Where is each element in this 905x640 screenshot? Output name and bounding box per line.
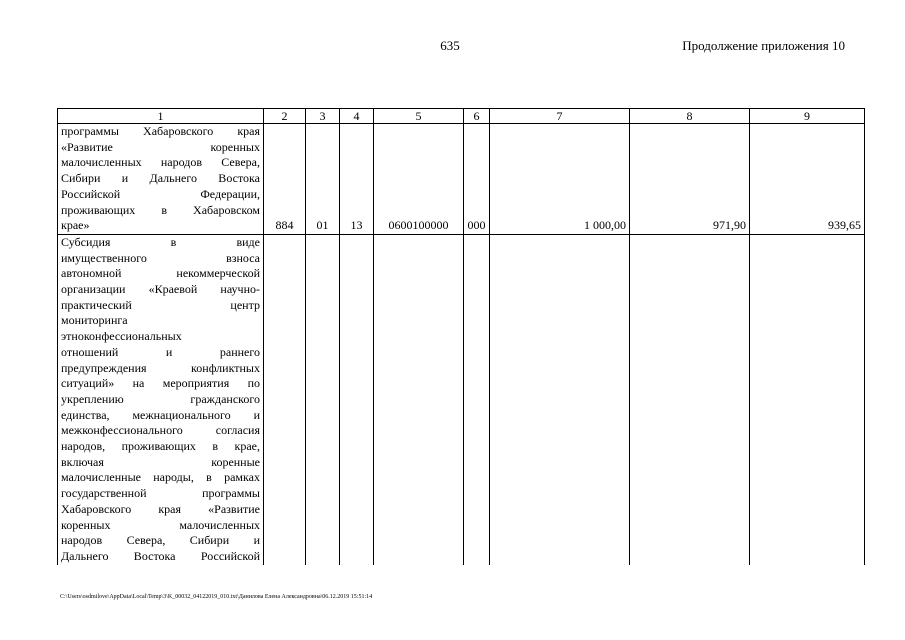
column-header: 2 bbox=[264, 109, 306, 124]
description-line: укреплению гражданского bbox=[61, 391, 260, 406]
description-line: имущественного взноса bbox=[61, 250, 260, 265]
page-number: 635 bbox=[440, 38, 460, 53]
description-line: народов Севера, Сибири и bbox=[61, 533, 260, 548]
description-line: народов, проживающих в крае, bbox=[61, 439, 260, 454]
empty-cell bbox=[750, 234, 865, 564]
row-description bbox=[58, 234, 264, 564]
cell-amount-2: 971,90 bbox=[630, 124, 750, 235]
table-row bbox=[58, 124, 865, 235]
description-line: организации «Краевой научно- bbox=[61, 282, 260, 297]
description-line: предупреждения конфликтных bbox=[61, 360, 260, 375]
description-line: Российской Федерации, bbox=[61, 186, 260, 201]
description-line: практический центр bbox=[61, 297, 260, 312]
description-line: этноконфессиональных bbox=[61, 329, 182, 344]
empty-cell bbox=[374, 234, 464, 564]
description-line: межконфессионального согласия bbox=[61, 423, 260, 438]
description-line: Дальнего Востока Российской bbox=[61, 548, 260, 563]
cell-expense-type: 000 bbox=[464, 124, 490, 235]
table-row bbox=[58, 234, 865, 564]
description-line: единства, межнационального и bbox=[61, 407, 260, 422]
cell-amount-1: 1 000,00 bbox=[490, 124, 630, 235]
description-line: «Развитие коренных bbox=[61, 139, 260, 154]
column-header: 1 bbox=[58, 109, 264, 124]
column-header: 4 bbox=[340, 109, 374, 124]
description-line: малочисленные народы, в рамках bbox=[61, 470, 260, 485]
description-line: включая коренные bbox=[61, 454, 260, 469]
empty-cell bbox=[630, 234, 750, 564]
empty-cell bbox=[306, 234, 340, 564]
cell-section: 01 bbox=[306, 124, 340, 235]
cell-target-article: 0600100000 bbox=[374, 124, 464, 235]
empty-cell bbox=[264, 234, 306, 564]
description-line: автономной некоммерческой bbox=[61, 266, 260, 281]
description-line: Субсидия в виде bbox=[61, 234, 260, 249]
description-line: программы Хабаровского края bbox=[61, 124, 260, 138]
description-line: ситуаций» на мероприятия по bbox=[61, 376, 260, 391]
column-header: 7 bbox=[490, 109, 630, 124]
empty-cell bbox=[490, 234, 630, 564]
empty-cell bbox=[464, 234, 490, 564]
description-line: Хабаровского края «Развитие bbox=[61, 501, 260, 516]
description-line: государственной программы bbox=[61, 486, 260, 501]
column-header: 5 bbox=[374, 109, 464, 124]
empty-cell bbox=[340, 234, 374, 564]
column-header: 8 bbox=[630, 109, 750, 124]
budget-table bbox=[57, 108, 865, 565]
column-header: 9 bbox=[750, 109, 865, 124]
description-line: коренных малочисленных bbox=[61, 517, 260, 532]
column-header: 6 bbox=[464, 109, 490, 124]
footer-file-path: C:\Users\osdmilove\AppData\Local\Temp\3\K_00032_04122019_010.txt\Данилова Елена Александровна\06.12.2019 15:51:14 bbox=[60, 594, 373, 600]
cell-ministry-code: 884 bbox=[264, 124, 306, 235]
description-line: проживающих в Хабаровском bbox=[61, 202, 260, 217]
cell-subsection: 13 bbox=[340, 124, 374, 235]
cell-amount-3: 939,65 bbox=[750, 124, 865, 235]
description-line: отношений и раннего bbox=[61, 344, 260, 359]
row-description bbox=[58, 124, 264, 235]
column-header: 3 bbox=[306, 109, 340, 124]
continuation-label: Продолжение приложения 10 bbox=[682, 38, 845, 53]
description-line: крае» bbox=[61, 218, 90, 233]
description-line: Сибири и Дальнего Востока bbox=[61, 171, 260, 186]
description-line: мониторинга bbox=[61, 313, 128, 328]
column-number-row bbox=[58, 109, 865, 124]
description-line: малочисленных народов Севера, bbox=[61, 155, 260, 170]
